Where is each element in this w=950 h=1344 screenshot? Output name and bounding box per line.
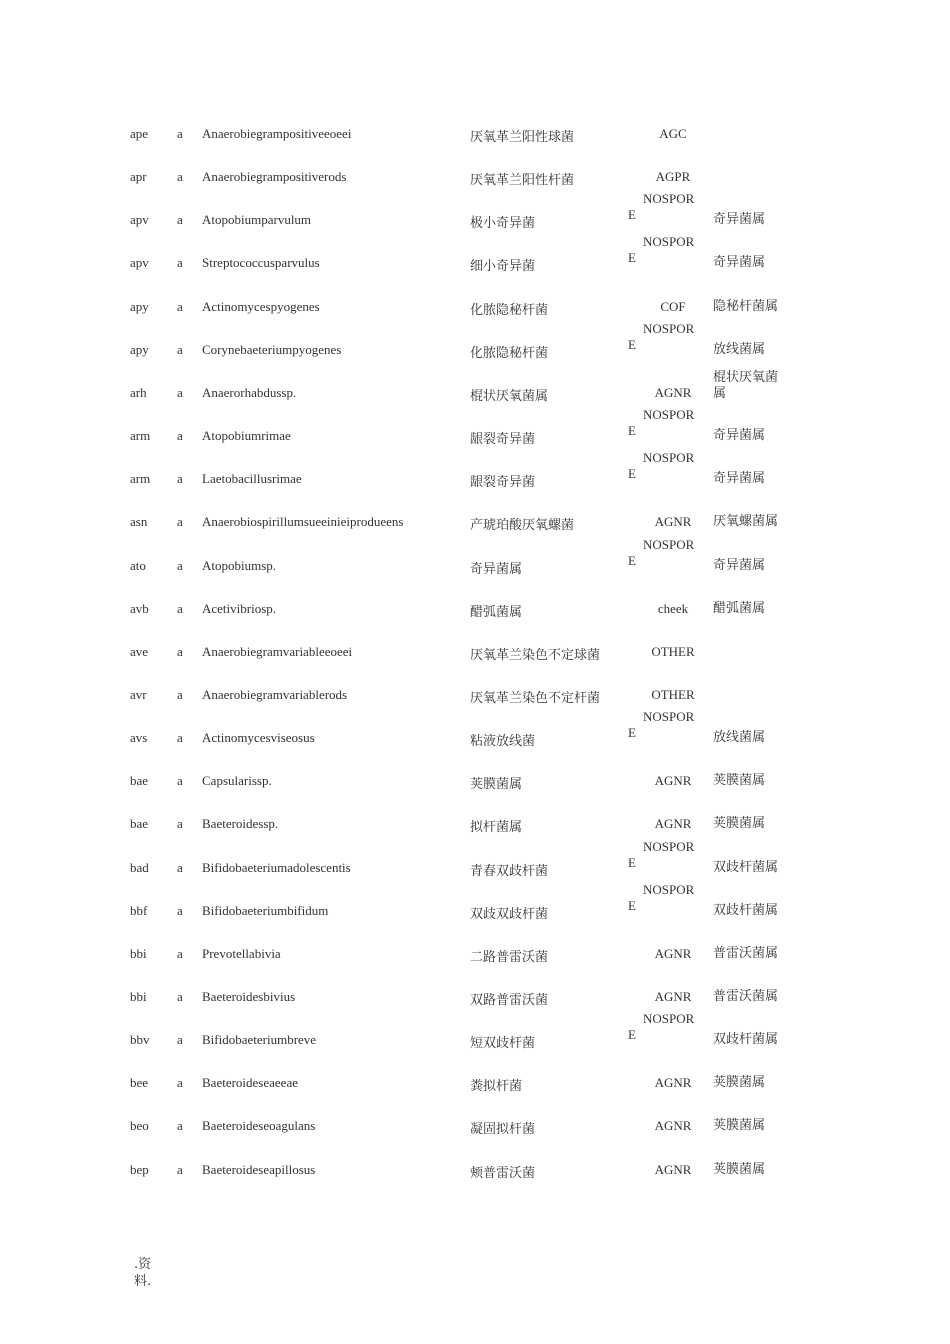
type-cell: a: [177, 385, 183, 400]
table-row: [0, 989, 950, 1032]
group-text-line1: NOSPOR: [643, 882, 695, 897]
group-text-line1: NOSPOR: [643, 709, 695, 724]
type-cell: a: [177, 514, 183, 529]
group-text-line1: NOSPOR: [643, 321, 695, 336]
code-cell: bae: [130, 816, 149, 831]
group-text-line1: NOSPOR: [643, 191, 695, 206]
table-row: [0, 709, 950, 773]
group-text: OTHER: [651, 687, 695, 702]
chinese-name-cell: 粘液放线菌: [470, 734, 536, 749]
code-cell: bbi: [130, 989, 147, 1004]
type-cell: a: [177, 471, 183, 486]
genus-cell: 奇异菌属: [713, 471, 766, 486]
code-cell: apv: [130, 212, 149, 227]
chinese-name-cell: 拟杆菌属: [470, 820, 523, 835]
type-cell: a: [177, 989, 183, 1004]
genus-cell: 奇异菌属: [713, 212, 766, 227]
genus-cell: 荚膜菌属: [713, 773, 766, 788]
genus-cell: 奇异菌属: [713, 255, 766, 270]
latin-name-cell: Anaerorhabdussp.: [202, 385, 297, 400]
code-cell: ave: [130, 644, 149, 659]
group-text: AGNR: [654, 773, 692, 788]
code-cell: bae: [130, 773, 149, 788]
group-text-line1: NOSPOR: [643, 407, 695, 422]
latin-name-cell: Anaerobiegrampositiverods: [202, 169, 347, 184]
code-cell: apy: [130, 299, 149, 314]
code-cell: bee: [130, 1075, 149, 1090]
group-text-line1: NOSPOR: [643, 1011, 695, 1026]
type-cell: a: [177, 773, 183, 788]
group-text: OTHER: [651, 644, 695, 659]
code-cell: bep: [130, 1162, 149, 1177]
code-cell: beo: [130, 1118, 149, 1133]
type-cell: a: [177, 126, 183, 141]
genus-cell: 荚膜菌属: [713, 1075, 766, 1090]
latin-name-cell: Bifidobaeteriumadolescentis: [202, 860, 351, 875]
type-cell: a: [177, 299, 183, 314]
group-text-line2: E: [628, 553, 636, 568]
table-row: [0, 1011, 950, 1075]
genus-cell: 荚膜菌属: [713, 1162, 766, 1177]
genus-cell: 醋弧菌属: [713, 601, 766, 616]
type-cell: a: [177, 169, 183, 184]
table-row: [0, 407, 950, 471]
type-cell: a: [177, 428, 183, 443]
group-text-line1: NOSPOR: [643, 450, 695, 465]
latin-name-cell: Corynebaeteriumpyogenes: [202, 342, 342, 357]
chinese-name-cell: 化脓隐秘杆菌: [470, 346, 549, 361]
latin-name-cell: Anaerobiospirillumsueeinieiprodueens: [202, 514, 404, 529]
table-row: [0, 687, 950, 730]
type-cell: a: [177, 1162, 183, 1177]
table-row: [0, 321, 950, 385]
type-cell: a: [177, 1075, 183, 1090]
genus-cell: 双歧杆菌属: [713, 860, 779, 875]
code-cell: bbi: [130, 946, 147, 961]
latin-name-cell: Baeteroidesbivius: [202, 989, 296, 1004]
latin-name-cell: Laetobacillusrimae: [202, 471, 302, 486]
type-cell: a: [177, 1032, 183, 1047]
code-cell: arm: [130, 428, 151, 443]
table-row: [0, 537, 950, 601]
code-cell: apy: [130, 342, 149, 357]
group-text-line2: E: [628, 898, 636, 913]
table-row: [0, 839, 950, 903]
genus-cell: 双歧杆菌属: [713, 903, 779, 918]
chinese-name-cell: 奇异菌属: [470, 562, 523, 577]
group-text-line1: NOSPOR: [643, 537, 695, 552]
group-text: AGNR: [654, 1075, 692, 1090]
chinese-name-cell: 荚膜菌属: [470, 777, 523, 792]
table-row: [0, 601, 950, 644]
group-text-line2: E: [628, 1027, 636, 1042]
chinese-name-cell: 厌氧革兰阳性杆菌: [470, 173, 575, 188]
latin-name-cell: Capsularissp.: [202, 773, 272, 788]
chinese-name-cell: 化脓隐秘杆菌: [470, 303, 549, 318]
genus-cell: 放线菌属: [713, 342, 766, 357]
latin-name-cell: Baeteroidessp.: [202, 816, 279, 831]
latin-name-cell: Anaerobiegramvariablerods: [202, 687, 348, 702]
type-cell: a: [177, 1118, 183, 1133]
code-cell: asn: [130, 514, 148, 529]
type-cell: a: [177, 601, 183, 616]
table-row: [0, 1075, 950, 1118]
group-text-line2: E: [628, 207, 636, 222]
latin-name-cell: Actinomycesviseosus: [202, 730, 315, 745]
type-cell: a: [177, 730, 183, 745]
group-text-line2: E: [628, 725, 636, 740]
type-cell: a: [177, 558, 183, 573]
group-text-line2: E: [628, 855, 636, 870]
chinese-name-cell: 凝固拟杆菌: [470, 1122, 536, 1137]
latin-name-cell: Acetivibriosp.: [202, 601, 277, 616]
chinese-name-cell: 粪拟杆菌: [470, 1079, 523, 1094]
code-cell: bbv: [130, 1032, 150, 1047]
code-cell: arm: [130, 471, 151, 486]
latin-name-cell: Anaerobiegramvariableeoeei: [202, 644, 353, 659]
table-row: [0, 773, 950, 816]
table-row: [0, 370, 950, 428]
table-row: [0, 816, 950, 859]
chinese-name-cell: 短双歧杆菌: [470, 1036, 536, 1051]
chinese-name-cell: 青春双歧杆菌: [470, 864, 549, 879]
chinese-name-cell: 细小奇异菌: [470, 259, 536, 274]
latin-name-cell: Atopobiumparvulum: [202, 212, 312, 227]
group-text: AGNR: [654, 946, 692, 961]
group-text: AGNR: [654, 1118, 692, 1133]
latin-name-cell: Atopobiumrimae: [202, 428, 291, 443]
genus-cell: 厌氧螺菌属: [713, 514, 779, 529]
genus-cell: 普雷沃菌属: [713, 946, 779, 961]
table-row: [0, 450, 950, 514]
group-text: cheek: [657, 601, 689, 616]
chinese-name-cell: 龈裂奇异菌: [470, 475, 536, 490]
group-text-line1: NOSPOR: [643, 839, 695, 854]
table-row: [0, 1118, 950, 1161]
latin-name-cell: Baeteroideseapillosus: [202, 1162, 316, 1177]
table-row: [0, 126, 950, 169]
genus-cell: 放线菌属: [713, 730, 766, 745]
group-text-line2: E: [628, 466, 636, 481]
latin-name-cell: Bifidobaeteriumbreve: [202, 1032, 317, 1047]
type-cell: a: [177, 644, 183, 659]
code-cell: avs: [130, 730, 148, 745]
group-text: AGC: [659, 126, 687, 141]
page-footer: .资料.: [134, 1257, 152, 1289]
latin-name-cell: Baeteroideseaeeae: [202, 1075, 298, 1090]
chinese-name-cell: 双路普雷沃菌: [470, 993, 549, 1008]
code-cell: apv: [130, 255, 149, 270]
table-row: [0, 299, 950, 342]
genus-cell: 隐秘杆菌属: [713, 299, 779, 314]
code-cell: avr: [130, 687, 147, 702]
table-row: [0, 514, 950, 557]
chinese-name-cell: 二路普雷沃菌: [470, 950, 549, 965]
group-text: AGNR: [654, 989, 692, 1004]
group-text-line2: E: [628, 250, 636, 265]
chinese-name-cell: 颊普雷沃菌: [470, 1166, 536, 1181]
chinese-name-cell: 厌氧革兰染色不定杆菌: [470, 691, 601, 706]
table-row: [0, 169, 950, 212]
latin-name-cell: Streptococcusparvulus: [202, 255, 320, 270]
chinese-name-cell: 棍状厌氧菌属: [470, 389, 549, 404]
chinese-name-cell: 厌氧革兰阳性球菌: [470, 130, 575, 145]
latin-name-cell: Bifidobaeteriumbifidum: [202, 903, 329, 918]
table-row: [0, 1162, 950, 1205]
genus-cell: 奇异菌属: [713, 428, 766, 443]
chinese-name-cell: 极小奇异菌: [470, 216, 536, 231]
type-cell: a: [177, 255, 183, 270]
type-cell: a: [177, 903, 183, 918]
group-text: AGNR: [654, 514, 692, 529]
latin-name-cell: Prevotellabivia: [202, 946, 281, 961]
chinese-name-cell: 醋弧菌属: [470, 605, 523, 620]
type-cell: a: [177, 212, 183, 227]
table-row: [0, 234, 950, 298]
group-text: AGNR: [654, 385, 692, 400]
latin-name-cell: Baeteroideseoagulans: [202, 1118, 316, 1133]
group-text-line2: E: [628, 423, 636, 438]
type-cell: a: [177, 687, 183, 702]
chinese-name-cell: 产琥珀酸厌氧螺菌: [470, 518, 575, 533]
genus-cell: 荚膜菌属: [713, 1118, 766, 1133]
group-text-line2: E: [628, 337, 636, 352]
group-text-line1: NOSPOR: [643, 234, 695, 249]
group-text: AGNR: [654, 816, 692, 831]
code-cell: bad: [130, 860, 149, 875]
chinese-name-cell: 双歧双歧杆菌: [470, 907, 549, 922]
type-cell: a: [177, 860, 183, 875]
chinese-name-cell: 厌氧革兰染色不定球菌: [470, 648, 601, 663]
genus-cell: 荚膜菌属: [713, 816, 766, 831]
code-cell: bbf: [130, 903, 148, 918]
code-cell: ato: [130, 558, 146, 573]
type-cell: a: [177, 342, 183, 357]
latin-name-cell: Actinomycespyogenes: [202, 299, 320, 314]
genus-cell: 棍状厌氧菌属: [713, 370, 779, 401]
table-row: [0, 882, 950, 946]
table-row: [0, 191, 950, 255]
genus-cell: 普雷沃菌属: [713, 989, 779, 1004]
code-cell: ape: [130, 126, 149, 141]
table-row: [0, 946, 950, 989]
group-text: COF: [660, 299, 686, 314]
code-cell: avb: [130, 601, 149, 616]
group-text: AGPR: [655, 169, 691, 184]
type-cell: a: [177, 946, 183, 961]
type-cell: a: [177, 816, 183, 831]
code-cell: arh: [130, 385, 147, 400]
genus-cell: 双歧杆菌属: [713, 1032, 779, 1047]
latin-name-cell: Anaerobiegrampositiveeoeei: [202, 126, 352, 141]
chinese-name-cell: 龈裂奇异菌: [470, 432, 536, 447]
code-cell: apr: [130, 169, 147, 184]
genus-cell: 奇异菌属: [713, 558, 766, 573]
group-text: AGNR: [654, 1162, 692, 1177]
table-row: [0, 644, 950, 687]
latin-name-cell: Atopobiumsp.: [202, 558, 277, 573]
